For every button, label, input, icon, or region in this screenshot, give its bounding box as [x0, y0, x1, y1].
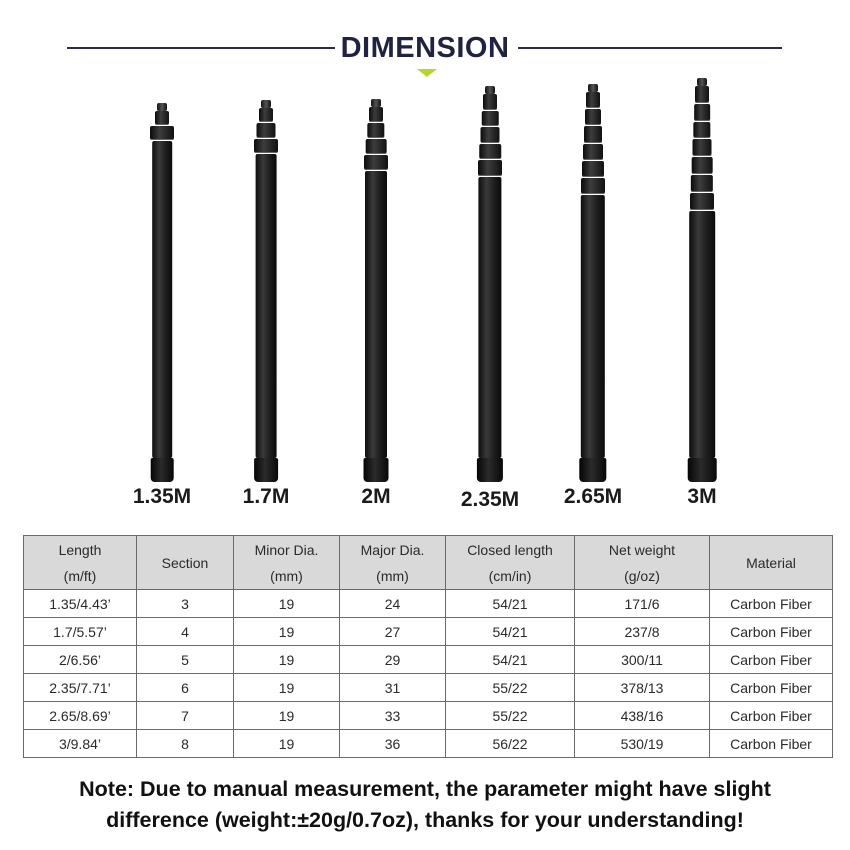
- cell-length: 3/9.84’: [24, 730, 137, 758]
- pole-label-6: 3M: [687, 485, 717, 508]
- pole-label-2: 1.7M: [242, 485, 290, 508]
- cell-closed-length: 54/21: [446, 646, 575, 674]
- pole-segment-collar: [479, 144, 501, 160]
- cell-minor-dia: 19: [234, 730, 340, 758]
- pole-segment-collar: [482, 111, 499, 127]
- pole-segment-collar: [693, 139, 712, 156]
- pole-segment-collar: [150, 126, 174, 140]
- pole-end-cap: [477, 458, 503, 482]
- cell-material: Carbon Fiber: [710, 730, 833, 758]
- pole-4: [475, 86, 505, 482]
- pole-segment-collar: [582, 161, 604, 177]
- pole-segment-collar: [581, 178, 605, 194]
- pole-segment-collar: [366, 139, 387, 154]
- pole-segment-collar: [483, 94, 497, 110]
- pole-label-1: 1.35M: [132, 485, 192, 508]
- col-header-minor-dia: Minor Dia. (mm): [234, 536, 340, 590]
- pole-segment-collar: [691, 175, 713, 192]
- cell-closed-length: 56/22: [446, 730, 575, 758]
- page-title: DIMENSION: [340, 32, 510, 64]
- cell-major-dia: 36: [340, 730, 446, 758]
- pole-segment-collar: [693, 122, 710, 139]
- pole-tip: [588, 84, 598, 92]
- cell-net-weight: 378/13: [575, 674, 710, 702]
- pole-6: [687, 78, 717, 482]
- pole-shaft: [581, 195, 605, 458]
- col-header-net-weight: Net weight (g/oz): [575, 536, 710, 590]
- pole-end-cap: [364, 458, 389, 482]
- cell-length: 2.35/7.71’: [24, 674, 137, 702]
- pole-segment-collar: [694, 104, 710, 121]
- col-header-major-dia: Major Dia. (mm): [340, 536, 446, 590]
- cell-material: Carbon Fiber: [710, 702, 833, 730]
- cell-closed-length: 54/21: [446, 618, 575, 646]
- col-header-closed-length: Closed length (cm/in): [446, 536, 575, 590]
- cell-material: Carbon Fiber: [710, 618, 833, 646]
- cell-length: 1.35/4.43’: [24, 590, 137, 618]
- spec-table: [23, 535, 833, 758]
- pole-segment-collar: [369, 107, 383, 122]
- pole-3: [361, 99, 391, 482]
- pole-segment-collar: [364, 155, 388, 170]
- pole-segment-collar: [586, 92, 600, 108]
- table-row: [24, 730, 833, 758]
- cell-length: 1.7/5.57’: [24, 618, 137, 646]
- pole-segment-collar: [367, 123, 384, 138]
- cell-section: 3: [137, 590, 234, 618]
- pole-shaft: [689, 211, 715, 458]
- measurement-note: [20, 774, 830, 836]
- cell-net-weight: 530/19: [575, 730, 710, 758]
- cell-section: 5: [137, 646, 234, 674]
- pole-segment-collar: [257, 123, 276, 137]
- pole-segment-collar: [155, 111, 169, 125]
- pole-segment-collar: [584, 126, 602, 142]
- pole-label-3: 2M: [361, 485, 391, 508]
- cell-length: 2.65/8.69’: [24, 702, 137, 730]
- pole-segment-collar: [695, 86, 709, 103]
- pole-tip: [261, 100, 271, 108]
- pole-5: [578, 84, 608, 482]
- cell-section: 6: [137, 674, 234, 702]
- pole-end-cap: [151, 458, 174, 482]
- pole-segment-collar: [692, 157, 713, 174]
- pole-end-cap: [254, 458, 278, 482]
- cell-net-weight: 171/6: [575, 590, 710, 618]
- cell-minor-dia: 19: [234, 674, 340, 702]
- pole-1: [147, 103, 177, 482]
- pole-segment-collar: [585, 109, 601, 125]
- table-row: [24, 590, 833, 618]
- cell-section: 7: [137, 702, 234, 730]
- cell-minor-dia: 19: [234, 590, 340, 618]
- col-header-material: Material: [710, 536, 833, 590]
- pole-tip: [157, 103, 167, 111]
- table-row: [24, 702, 833, 730]
- pole-shaft: [256, 154, 277, 458]
- cell-major-dia: 31: [340, 674, 446, 702]
- col-header-length: Length (m/ft): [24, 536, 137, 590]
- cell-material: Carbon Fiber: [710, 646, 833, 674]
- cell-minor-dia: 19: [234, 646, 340, 674]
- cell-minor-dia: 19: [234, 702, 340, 730]
- cell-closed-length: 55/22: [446, 674, 575, 702]
- pole-shaft: [152, 141, 172, 458]
- pole-segment-collar: [478, 160, 502, 176]
- cell-material: Carbon Fiber: [710, 674, 833, 702]
- pole-shaft: [365, 171, 387, 458]
- pole-label-5: 2.65M: [563, 485, 623, 508]
- pole-tip: [485, 86, 495, 94]
- pole-segment-collar: [254, 139, 278, 153]
- pole-label-4: 2.35M: [460, 488, 520, 511]
- cell-material: Carbon Fiber: [710, 590, 833, 618]
- cell-minor-dia: 19: [234, 618, 340, 646]
- cell-length: 2/6.56’: [24, 646, 137, 674]
- table-header-row: [24, 536, 833, 590]
- col-header-section: Section: [137, 536, 234, 590]
- note-line-1: Note: Due to manual measurement, the parameter might have slight: [79, 777, 771, 801]
- pole-segment-collar: [259, 108, 273, 122]
- cell-major-dia: 27: [340, 618, 446, 646]
- cell-closed-length: 54/21: [446, 590, 575, 618]
- cell-section: 4: [137, 618, 234, 646]
- cell-net-weight: 237/8: [575, 618, 710, 646]
- pole-end-cap: [688, 458, 717, 482]
- pole-segment-collar: [481, 127, 500, 143]
- table-row: [24, 618, 833, 646]
- cell-major-dia: 33: [340, 702, 446, 730]
- pole-tip: [697, 78, 707, 86]
- cell-major-dia: 24: [340, 590, 446, 618]
- pole-segment-collar: [583, 144, 603, 160]
- table-row: [24, 674, 833, 702]
- table-row: [24, 646, 833, 674]
- note-line-2: difference (weight:±20g/0.7oz), thanks for your understanding!: [106, 808, 744, 832]
- pole-end-cap: [579, 458, 606, 482]
- cell-net-weight: 438/16: [575, 702, 710, 730]
- pole-tip: [371, 99, 381, 107]
- cell-major-dia: 29: [340, 646, 446, 674]
- pole-2: [251, 100, 281, 482]
- cell-section: 8: [137, 730, 234, 758]
- cell-closed-length: 55/22: [446, 702, 575, 730]
- pole-segment-collar: [690, 193, 714, 210]
- cell-net-weight: 300/11: [575, 646, 710, 674]
- pole-shaft: [478, 177, 501, 458]
